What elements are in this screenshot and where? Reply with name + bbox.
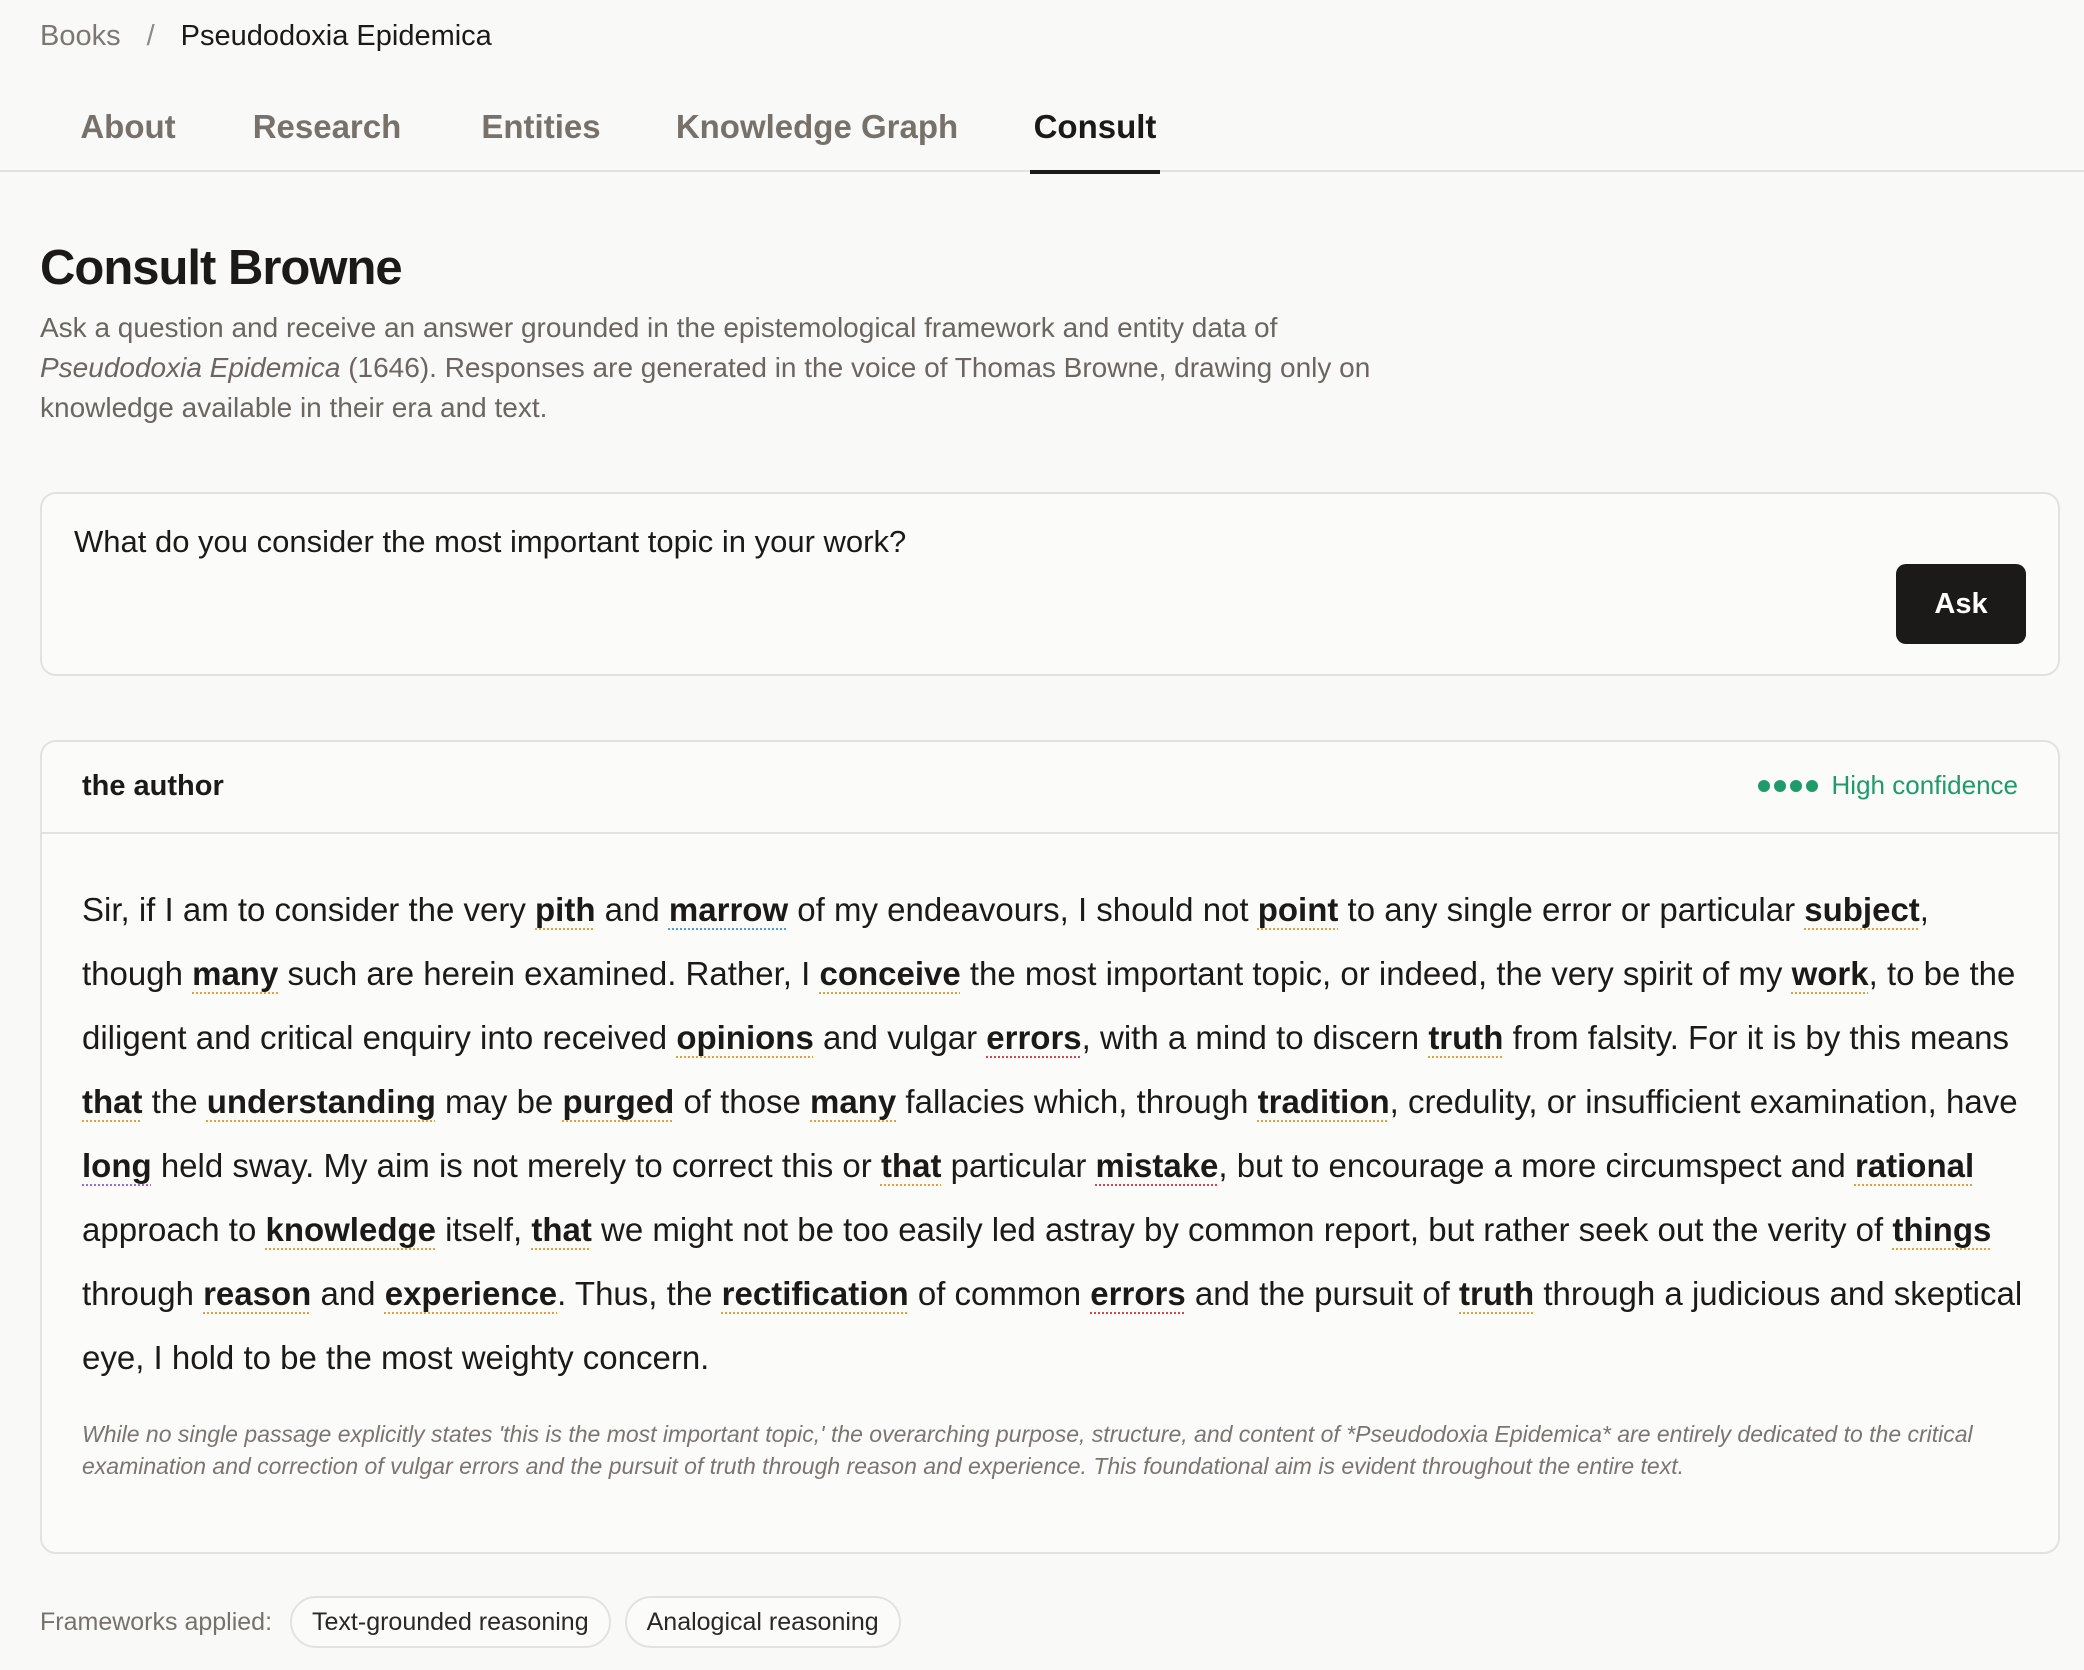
entity-link[interactable]: subject	[1804, 891, 1920, 928]
answer-text-run: through	[82, 1275, 204, 1312]
intro-book-title: Pseudodoxia Epidemica	[40, 352, 341, 383]
entity-link[interactable]: mistake	[1095, 1147, 1219, 1184]
tab-about[interactable]: About	[80, 108, 176, 145]
question-box	[40, 492, 2060, 676]
answer-text-run: fallacies which, through	[896, 1083, 1258, 1120]
breadcrumb	[40, 20, 492, 53]
answer-text-run: Sir, if I am to consider the very	[82, 891, 536, 928]
tab-entities[interactable]: Entities	[481, 108, 601, 145]
entity-link[interactable]: understanding	[206, 1083, 436, 1120]
entity-link[interactable]: reason	[203, 1275, 312, 1312]
answer-text-run: and	[311, 1275, 385, 1312]
entity-link[interactable]: opinions	[676, 1019, 814, 1056]
entity-link[interactable]: many	[192, 955, 279, 992]
answer-text-run: , but to encourage a more circumspect and	[1218, 1147, 1855, 1184]
answer-text-run: to any single error or particular	[1338, 891, 1805, 928]
answer-author: the author	[82, 770, 224, 802]
answer-text-run: we might not be too easily led astray by common report, but rather seek out the verity of	[591, 1211, 1893, 1248]
entity-link[interactable]: errors	[1090, 1275, 1186, 1312]
tab-consult[interactable]: Consult	[1030, 82, 1160, 172]
entity-link[interactable]: truth	[1459, 1275, 1535, 1312]
answer-text-run: , though	[82, 891, 1929, 992]
answer-card	[40, 740, 2060, 1554]
frameworks-applied	[40, 1596, 915, 1648]
entity-link[interactable]: long	[82, 1147, 152, 1184]
confidence-dot	[1774, 780, 1786, 792]
ask-button[interactable]: Ask	[1896, 564, 2026, 644]
frameworks-label: Frameworks applied:	[40, 1607, 273, 1636]
intro-text-after: (1646). Responses are generated in the voice of Thomas Browne, drawing only on knowledge available in their era and text.	[40, 352, 1371, 423]
answer-text-run: , with a mind to discern	[1081, 1019, 1429, 1056]
entity-link[interactable]: that	[880, 1147, 942, 1184]
answer-text-run: of those	[674, 1083, 811, 1120]
intro-text-before: Ask a question and receive an answer grounded in the epistemological framework and entity data of	[40, 312, 1278, 343]
answer-text-run: of common	[908, 1275, 1091, 1312]
answer-text-run: and vulgar	[813, 1019, 987, 1056]
confidence-indicator	[1758, 770, 2018, 801]
answer-text-run: particular	[941, 1147, 1096, 1184]
answer-text-run: such are herein examined. Rather, I	[278, 955, 820, 992]
answer-text	[82, 878, 2032, 1390]
framework-pill[interactable]: Text-grounded reasoning	[290, 1596, 611, 1648]
entity-link[interactable]: knowledge	[265, 1211, 436, 1248]
entity-link[interactable]: rational	[1854, 1147, 1975, 1184]
entity-link[interactable]: point	[1257, 891, 1339, 928]
page-intro	[40, 308, 1440, 428]
tab-knowledge-graph[interactable]: Knowledge Graph	[675, 108, 959, 145]
answer-text-run: , to be the diligent and critical enquiry into received	[82, 955, 2016, 1056]
breadcrumb-books-link[interactable]: Books	[40, 20, 121, 52]
breadcrumb-separator: /	[146, 20, 155, 52]
answer-note: While no single passage explicitly states 'this is the most important topic,' the overarching purpose, structure, and content of *Pseudodoxia Epidemica* are entirely dedicated to the critical examination and correction of vulgar errors and the pursuit of truth through reason and experience. This foundational aim is evident throughout the entire text.	[82, 1421, 1973, 1479]
answer-text-run: itself,	[436, 1211, 532, 1248]
confidence-dot	[1758, 780, 1770, 792]
confidence-label: High confidence	[1831, 770, 2018, 800]
entity-link[interactable]: that	[531, 1211, 592, 1248]
entity-link[interactable]: conceive	[819, 955, 961, 992]
framework-pill[interactable]: Analogical reasoning	[625, 1596, 901, 1648]
answer-text-run: and the pursuit of	[1185, 1275, 1460, 1312]
breadcrumb-current: Pseudodoxia Epidemica	[180, 20, 492, 52]
answer-text-run: the most important topic, or indeed, the very spirit of my	[960, 955, 1792, 992]
entity-link[interactable]: marrow	[668, 891, 789, 928]
answer-text-run: the	[142, 1083, 207, 1120]
entity-link[interactable]: rectification	[721, 1275, 909, 1312]
answer-text-run: and	[595, 891, 669, 928]
confidence-dot	[1806, 780, 1818, 792]
answer-text-run: . Thus, the	[557, 1275, 722, 1312]
confidence-dots-icon	[1758, 780, 1822, 792]
answer-text-run: may be	[435, 1083, 563, 1120]
answer-header	[42, 742, 2058, 834]
confidence-dot	[1790, 780, 1802, 792]
answer-text-run: , credulity, or insufficient examination, have	[1389, 1083, 2018, 1120]
entity-link[interactable]: tradition	[1257, 1083, 1390, 1120]
tab-research[interactable]: Research	[252, 108, 402, 145]
answer-text-run: through a judicious and skeptical eye, I hold to be the most weighty concern.	[82, 1275, 2023, 1376]
entity-link[interactable]: experience	[384, 1275, 558, 1312]
page-title: Consult Browne	[40, 241, 402, 295]
entity-link[interactable]: errors	[986, 1019, 1082, 1056]
answer-text-run: approach to	[82, 1211, 266, 1248]
entity-link[interactable]: purged	[562, 1083, 675, 1120]
entity-link[interactable]: pith	[535, 891, 596, 928]
answer-text-run: from falsity. For it is by this means	[1503, 1019, 2009, 1056]
answer-text-run: held sway. My aim is not merely to correct this or	[151, 1147, 881, 1184]
entity-link[interactable]: truth	[1428, 1019, 1504, 1056]
answer-text-run: of my endeavours, I should not	[788, 891, 1258, 928]
question-input[interactable]	[74, 524, 1894, 560]
entity-link[interactable]: work	[1791, 955, 1869, 992]
entity-link[interactable]: that	[82, 1083, 143, 1120]
entity-link[interactable]: things	[1892, 1211, 1992, 1248]
entity-link[interactable]: many	[810, 1083, 897, 1120]
tab-bar	[0, 82, 2084, 172]
